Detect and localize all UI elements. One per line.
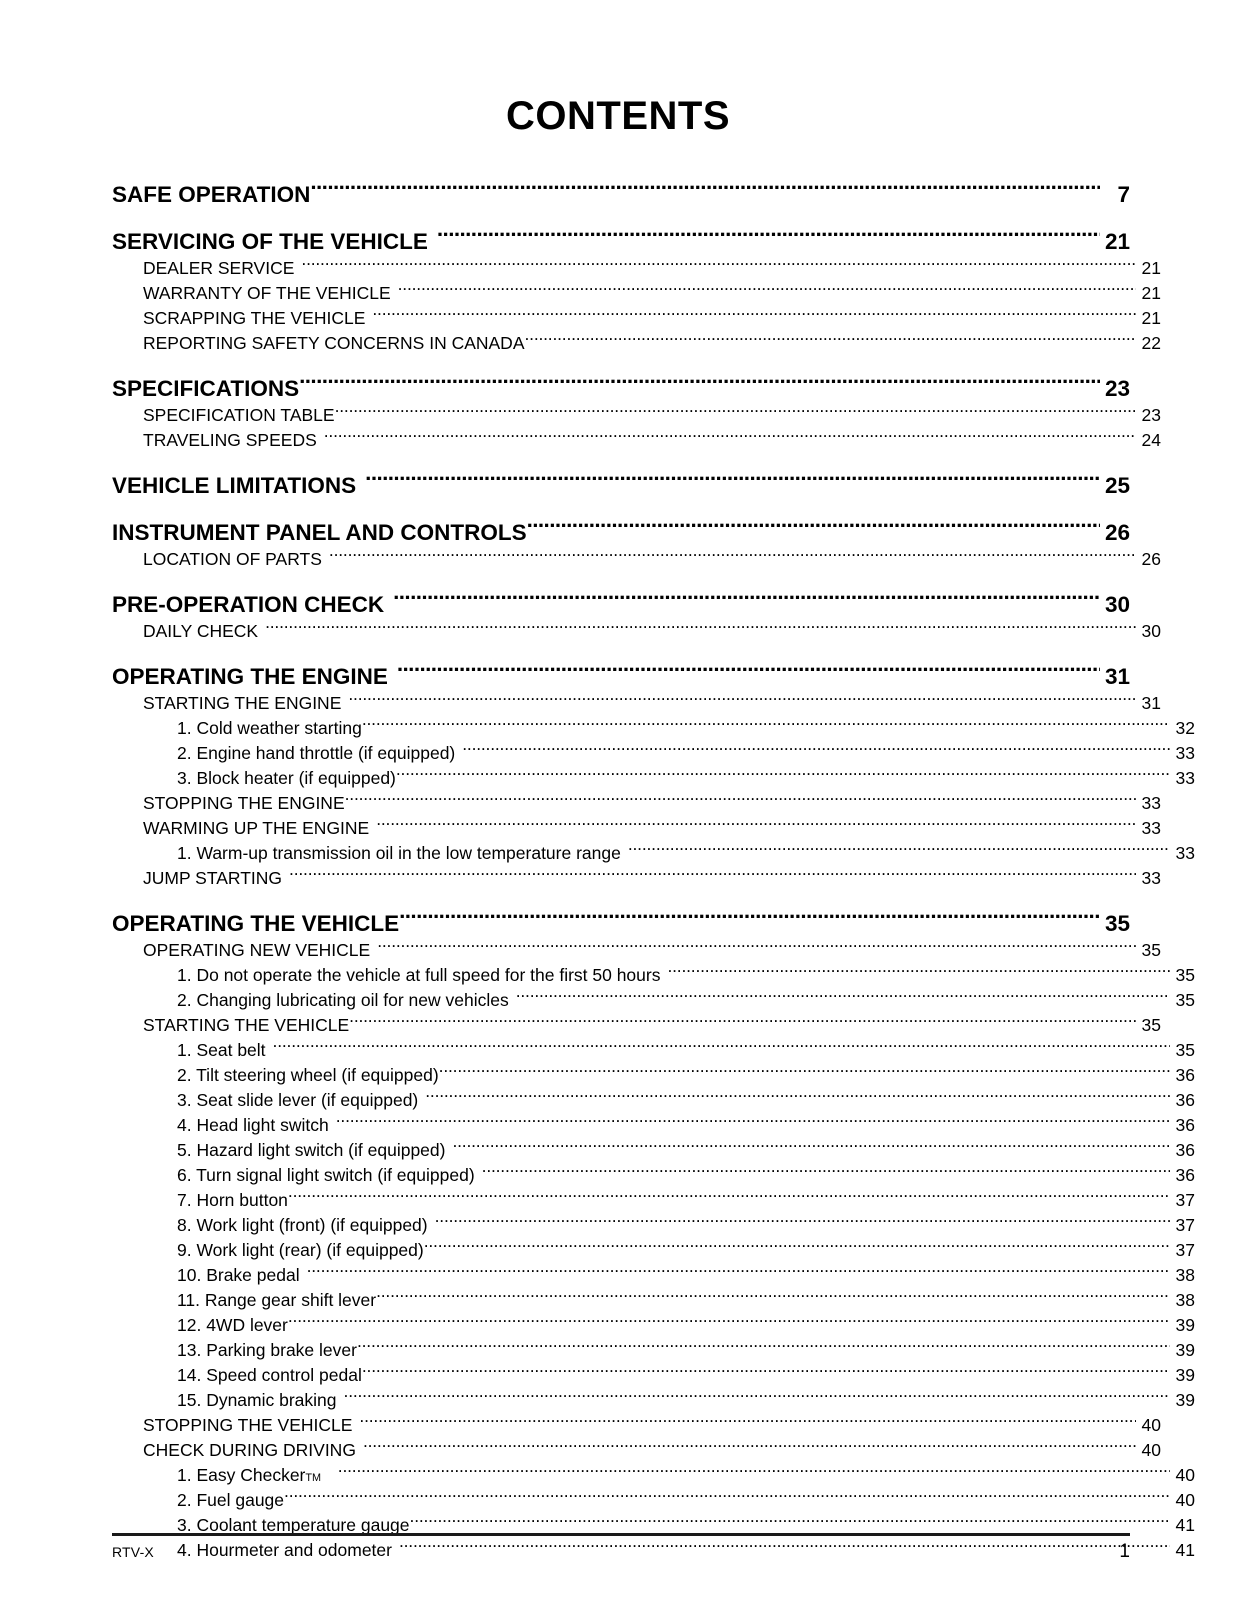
toc-entry-level-1[interactable] <box>112 215 1130 254</box>
dot-leader <box>299 362 1100 396</box>
toc-entry-page-number: 31 <box>1141 693 1161 713</box>
page-title: CONTENTS <box>506 94 730 138</box>
toc-entry-label: 5. Hazard light switch (if equipped) <box>177 1140 446 1160</box>
toc-entry-page-number: 36 <box>1175 1090 1195 1110</box>
toc-entry-label: 15. Dynamic braking <box>177 1390 337 1410</box>
dot-leader <box>363 1431 1136 1456</box>
toc-entry-level-1[interactable] <box>112 897 1130 936</box>
toc-entry-label: 3. Coolant temperature gauge <box>177 1515 410 1535</box>
dot-leader <box>310 168 1100 202</box>
toc-entry-label: STARTING THE VEHICLE <box>143 1015 350 1035</box>
toc-entry-label: INSTRUMENT PANEL AND CONTROLS <box>112 520 527 545</box>
dot-leader <box>424 1231 1170 1256</box>
toc-entry-page-number: 35 <box>1141 940 1161 960</box>
toc-entry-page-number: 38 <box>1175 1290 1195 1310</box>
toc-entry-page-number: 39 <box>1175 1315 1195 1335</box>
toc-entry-label: 6. Turn signal light switch (if equipped) <box>177 1165 475 1185</box>
toc-entry-page-number: 36 <box>1175 1065 1195 1085</box>
toc-entry-label: 1. Warm-up transmission oil in the low temperature range <box>177 843 621 863</box>
toc-entry-page-number: 40 <box>1175 1490 1195 1510</box>
toc-entry-level-3[interactable] <box>177 1131 1195 1160</box>
dot-leader <box>398 274 1136 299</box>
toc-entry-level-3[interactable] <box>177 1331 1195 1360</box>
toc-entry-page-number: 25 <box>1104 473 1130 498</box>
dot-leader <box>357 1331 1170 1356</box>
toc-entry-level-1[interactable] <box>112 459 1130 498</box>
toc-entry-level-2[interactable] <box>143 859 1161 888</box>
dot-leader <box>396 759 1170 784</box>
toc-entry-page-number: 35 <box>1175 1040 1195 1060</box>
toc-entry-label: WARRANTY OF THE VEHICLE <box>143 283 391 303</box>
toc-entry-label: 7. Horn button <box>177 1190 288 1210</box>
dot-leader <box>329 540 1136 565</box>
dot-leader <box>335 396 1136 421</box>
toc-entry-level-3[interactable] <box>177 1031 1195 1060</box>
toc-entry-label: 4. Hourmeter and odometer <box>177 1540 392 1560</box>
toc-entry-page-number: 35 <box>1141 1015 1161 1035</box>
dot-leader <box>399 897 1100 931</box>
dot-leader <box>527 506 1100 540</box>
toc-entry-label: LOCATION OF PARTS <box>143 549 322 569</box>
toc-entry-page-number: 33 <box>1175 743 1195 763</box>
toc-entry-page-number: 23 <box>1104 376 1130 401</box>
toc-entry-label: STOPPING THE VEHICLE <box>143 1415 353 1435</box>
dot-leader <box>376 809 1136 834</box>
toc-entry-page-number: 37 <box>1175 1215 1195 1235</box>
toc-entry-page-number: 21 <box>1104 229 1130 254</box>
toc-entry-label: REPORTING SAFETY CONCERNS IN CANADA <box>143 333 525 353</box>
toc-entry-label: 12. 4WD lever <box>177 1315 288 1335</box>
toc-entry-page-number: 36 <box>1175 1140 1195 1160</box>
dot-leader <box>336 1106 1170 1131</box>
toc-entry-label: 3. Seat slide lever (if equipped) <box>177 1090 419 1110</box>
toc-entry-page-number: 39 <box>1175 1365 1195 1385</box>
toc-entry-label: TRAVELING SPEEDS <box>143 430 317 450</box>
dot-leader <box>376 1281 1170 1306</box>
dot-leader <box>393 578 1100 612</box>
dot-leader <box>301 249 1136 274</box>
toc-entry-page-number: 37 <box>1175 1190 1195 1210</box>
toc-entry-page-number: 41 <box>1175 1515 1195 1535</box>
dot-leader <box>410 1506 1170 1531</box>
toc-entry-label: 14. Speed control pedal <box>177 1365 362 1385</box>
toc-entry-page-number: 32 <box>1175 718 1195 738</box>
toc-entry-page-number: 26 <box>1104 520 1130 545</box>
toc-entry-page-number: 21 <box>1141 258 1161 278</box>
dot-leader <box>345 784 1136 809</box>
toc-entry-label: 9. Work light (rear) (if equipped) <box>177 1240 424 1260</box>
dot-leader <box>265 612 1136 637</box>
toc-entry-label: WARMING UP THE ENGINE <box>143 818 370 838</box>
toc-entry-level-3[interactable]: 1. Easy Checker TM ..... 40 <box>177 1456 1195 1481</box>
toc-entry-level-1[interactable] <box>112 506 1130 545</box>
toc-entry-label: SPECIFICATIONS <box>112 376 300 401</box>
toc-entry-label: 8. Work light (front) (if equipped) <box>177 1215 428 1235</box>
toc-entry-page-number: 26 <box>1141 549 1161 569</box>
footer-model-label: RTV-X <box>112 1544 154 1560</box>
dot-leader <box>348 684 1136 709</box>
toc-entry-page-number: 33 <box>1141 868 1161 888</box>
toc-entry-page-number: 35 <box>1175 965 1195 985</box>
toc-entry-level-1[interactable] <box>112 168 1130 207</box>
toc-entry-level-1[interactable] <box>112 578 1130 617</box>
toc-entry-level-3[interactable] <box>177 1481 1195 1510</box>
dot-leader <box>377 931 1136 956</box>
toc-entry-page-number: 23 <box>1141 405 1161 425</box>
toc-entry-page-number: 36 <box>1175 1115 1195 1135</box>
dot-leader <box>435 1206 1170 1231</box>
dot-leader <box>452 1131 1170 1156</box>
toc-entry-page-number: 33 <box>1175 843 1195 863</box>
toc-entry-page-number: 41 <box>1175 1540 1195 1560</box>
toc-entry-page-number: 33 <box>1175 768 1195 788</box>
toc-entry-page-number: 35 <box>1175 990 1195 1010</box>
toc-entry-label: OPERATING THE ENGINE <box>112 664 388 689</box>
toc-entry-level-1[interactable] <box>112 650 1130 689</box>
dot-leader <box>437 215 1100 249</box>
toc-entry-page-number: 39 <box>1175 1390 1195 1410</box>
toc-entry-label: 1. Do not operate the vehicle at full speed for the first 50 hours <box>177 965 661 985</box>
dot-leader <box>397 650 1100 684</box>
dot-leader <box>349 1006 1136 1031</box>
toc-entry-label: SCRAPPING THE VEHICLE <box>143 308 366 328</box>
table-of-contents <box>112 168 1195 1560</box>
toc-entry-label: JUMP STARTING <box>143 868 283 888</box>
toc-entry-level-3[interactable] <box>177 1056 1195 1085</box>
toc-entry-level-3[interactable] <box>177 1206 1195 1235</box>
toc-entry-label: PRE-OPERATION CHECK <box>112 592 385 617</box>
toc-entry-level-3[interactable] <box>177 1281 1195 1310</box>
dot-leader <box>362 709 1170 734</box>
toc-entry-label: 3. Block heater (if equipped) <box>177 768 396 788</box>
toc-entry-label: 11. Range gear shift lever <box>177 1290 377 1310</box>
toc-entry-page-number: 33 <box>1141 818 1161 838</box>
toc-entry-label: SERVICING OF THE VEHICLE <box>112 229 428 254</box>
toc-entry-page-number: 35 <box>1104 911 1130 936</box>
toc-entry-label: VEHICLE LIMITATIONS <box>112 473 357 498</box>
toc-entry-label: 1. Cold weather starting <box>177 718 362 738</box>
dot-leader <box>362 1356 1170 1381</box>
toc-entry-page-number: 40 <box>1141 1415 1161 1435</box>
toc-entry-level-3[interactable] <box>177 1181 1195 1210</box>
dot-leader <box>288 1306 1170 1331</box>
dot-leader <box>365 459 1100 493</box>
toc-entry-level-3[interactable] <box>177 1506 1195 1535</box>
toc-entry-label: DAILY CHECK <box>143 621 259 641</box>
dot-leader <box>462 734 1170 759</box>
toc-entry-page-number: 39 <box>1175 1340 1195 1360</box>
toc-entry-level-3[interactable] <box>177 1256 1195 1285</box>
toc-entry-label: DEALER SERVICE <box>143 258 295 278</box>
dot-leader <box>372 299 1136 324</box>
toc-entry-label: 13. Parking brake lever <box>177 1340 357 1360</box>
footer-page-number: 1 <box>1119 1541 1130 1562</box>
dot-leader <box>307 1256 1170 1281</box>
toc-entry-label: 2. Changing lubricating oil for new vehicles <box>177 990 509 1010</box>
toc-entry-label: SPECIFICATION TABLE <box>143 405 335 425</box>
dot-leader <box>628 834 1170 859</box>
toc-entry-page-number: 31 <box>1104 664 1130 689</box>
dot-leader <box>338 1456 1170 1481</box>
footer-divider <box>112 1533 1130 1536</box>
toc-entry-page-number: 7 <box>1117 182 1130 207</box>
toc-entry-page-number: 30 <box>1104 592 1130 617</box>
dot-leader <box>516 981 1170 1006</box>
toc-entry-label: 2. Fuel gauge <box>177 1490 285 1510</box>
toc-entry-label: STOPPING THE ENGINE <box>143 793 345 813</box>
dot-leader <box>288 1181 1170 1206</box>
toc-entry-label: 10. Brake pedal <box>177 1265 300 1285</box>
toc-entry-level-2[interactable] <box>143 274 1161 303</box>
toc-entry-label: 1. Easy Checker <box>177 1465 306 1485</box>
toc-entry-label: SAFE OPERATION <box>112 182 311 207</box>
toc-entry-label: STARTING THE ENGINE <box>143 693 342 713</box>
toc-entry-label: CHECK DURING DRIVING <box>143 1440 356 1460</box>
toc-entry-page-number: 38 <box>1175 1265 1195 1285</box>
toc-entry-label: OPERATING NEW VEHICLE <box>143 940 371 960</box>
dot-leader <box>289 859 1136 884</box>
toc-entry-page-number: 24 <box>1141 430 1161 450</box>
toc-entry-level-1[interactable] <box>112 362 1130 401</box>
toc-entry-page-number: 37 <box>1175 1240 1195 1260</box>
toc-entry-label: 4. Head light switch <box>177 1115 329 1135</box>
toc-entry-page-number: 30 <box>1141 621 1161 641</box>
toc-entry-label: 2. Engine hand throttle (if equipped) <box>177 743 456 763</box>
toc-entry-page-number: 22 <box>1141 333 1161 353</box>
toc-entry-page-number: 40 <box>1141 1440 1161 1460</box>
dot-leader <box>284 1481 1170 1506</box>
toc-entry-level-2[interactable] <box>143 612 1161 641</box>
dot-leader <box>482 1156 1170 1181</box>
dot-leader <box>359 1406 1136 1431</box>
toc-entry-label: 2. Tilt steering wheel (if equipped) <box>177 1065 439 1085</box>
dot-leader <box>667 956 1170 981</box>
dot-leader <box>344 1381 1170 1406</box>
toc-entry-page-number: 40 <box>1175 1465 1195 1485</box>
dot-leader <box>273 1031 1170 1056</box>
toc-entry-page-number: 33 <box>1141 793 1161 813</box>
dot-leader <box>525 324 1137 349</box>
toc-entry-page-number: 21 <box>1141 283 1161 303</box>
dot-leader <box>439 1056 1170 1081</box>
toc-entry-page-number: 36 <box>1175 1165 1195 1185</box>
toc-entry-label: 1. Seat belt <box>177 1040 266 1060</box>
dot-leader <box>425 1081 1170 1106</box>
toc-entry-page-number: 21 <box>1141 308 1161 328</box>
dot-leader <box>324 421 1136 446</box>
toc-entry-label: OPERATING THE VEHICLE <box>112 911 400 936</box>
toc-entry-level-3[interactable] <box>177 1306 1195 1335</box>
